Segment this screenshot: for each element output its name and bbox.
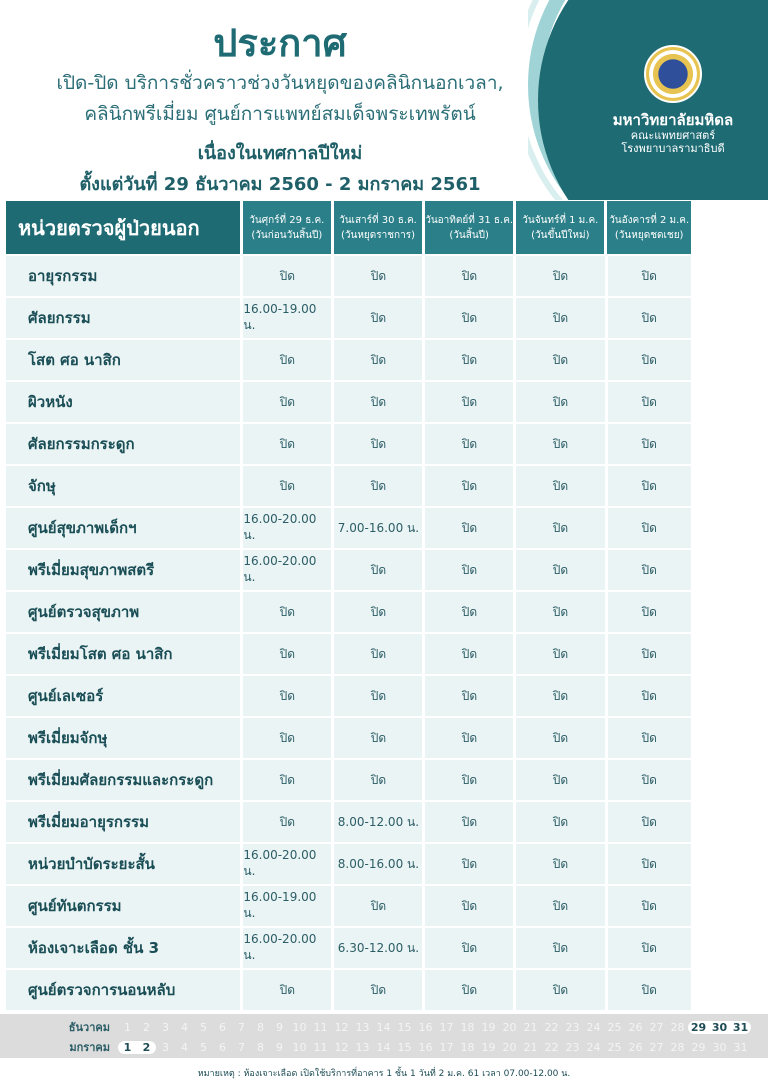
calendar-day: 24 — [586, 1020, 601, 1034]
schedule-cell: 6.30-12.00 น. — [331, 926, 422, 968]
calendar-strip — [0, 1014, 768, 1058]
calendar-day: 8 — [257, 1020, 264, 1034]
calendar-day: 22 — [544, 1040, 559, 1054]
calendar-day: 16 — [418, 1020, 433, 1034]
calendar-day: 9 — [276, 1020, 283, 1034]
table-row — [6, 590, 691, 632]
calendar-month-label: ธันวาคม — [68, 1021, 110, 1034]
calendar-day: 25 — [607, 1020, 622, 1034]
calendar-days — [118, 1021, 751, 1034]
header-day-note: (วันสิ้นปี) — [449, 229, 489, 241]
table-row — [6, 674, 691, 716]
page-title: ประกาศ — [213, 21, 347, 65]
header-day-1 — [240, 201, 331, 254]
calendar-day: 11 — [313, 1040, 328, 1054]
schedule-cell: 8.00-12.00 น. — [331, 800, 422, 842]
calendar-day: 20 — [502, 1040, 517, 1054]
schedule-cell: ปิด — [422, 254, 513, 296]
schedule-cell: ปิด — [605, 674, 692, 716]
subtitle-date-range: ตั้งแต่วันที่ 29 ธันวาคม 2560 - 2 มกราคม 2561 — [79, 174, 481, 195]
schedule-cell: ปิด — [513, 254, 604, 296]
clinic-name: ศูนย์ตรวจการนอนหลับ — [6, 968, 240, 1010]
schedule-cell: ปิด — [513, 590, 604, 632]
calendar-day: 12 — [334, 1040, 349, 1054]
schedule-cell: ปิด — [605, 884, 692, 926]
table-row — [6, 548, 691, 590]
schedule-cell: ปิด — [513, 884, 604, 926]
clinic-name: ผิวหนัง — [6, 380, 240, 422]
schedule-cell: ปิด — [422, 884, 513, 926]
clinic-name: ศัลยกรรม — [6, 296, 240, 338]
table-row — [6, 968, 691, 1010]
schedule-cell: ปิด — [240, 590, 331, 632]
calendar-day: 4 — [181, 1020, 188, 1034]
schedule-cell: 8.00-16.00 น. — [331, 842, 422, 884]
calendar-day: 31 — [730, 1021, 751, 1034]
schedule-cell: ปิด — [513, 380, 604, 422]
schedule-cell: 16.00-20.00 น. — [240, 842, 331, 884]
schedule-cell: ปิด — [513, 926, 604, 968]
calendar-day: 17 — [439, 1020, 454, 1034]
calendar-day: 9 — [276, 1040, 283, 1054]
schedule-cell: ปิด — [331, 884, 422, 926]
calendar-day: 7 — [238, 1020, 245, 1034]
calendar-days — [118, 1041, 751, 1054]
calendar-day: 19 — [481, 1020, 496, 1034]
calendar-day: 13 — [355, 1040, 370, 1054]
calendar-day: 1 — [124, 1020, 131, 1034]
schedule-cell: ปิด — [605, 632, 692, 674]
schedule-cell: ปิด — [240, 674, 331, 716]
calendar-day: 29 — [688, 1021, 709, 1034]
header-day-3 — [422, 201, 513, 254]
schedule-cell: ปิด — [605, 758, 692, 800]
header-day-label: วันจันทร์ที่ 1 ม.ค. — [522, 214, 599, 226]
schedule-cell: ปิด — [240, 464, 331, 506]
calendar-day: 27 — [649, 1040, 664, 1054]
schedule-cell: ปิด — [422, 800, 513, 842]
schedule-cell: ปิด — [240, 632, 331, 674]
schedule-cell: ปิด — [605, 716, 692, 758]
schedule-cell: ปิด — [513, 506, 604, 548]
schedule-cell: ปิด — [422, 296, 513, 338]
schedule-table — [6, 201, 691, 1010]
schedule-cell: ปิด — [513, 338, 604, 380]
table-row — [6, 464, 691, 506]
footer-note: หมายเหตุ : ห้องเจาะเลือด เปิดใช้บริการที่อาคาร 1 ชั้น 1 วันที่ 2 ม.ค. 61 เวลา 07.00-12.00 น. — [197, 1069, 571, 1079]
calendar-day: 17 — [439, 1040, 454, 1054]
calendar-day: 3 — [162, 1020, 169, 1034]
calendar-day: 22 — [544, 1020, 559, 1034]
schedule-cell: ปิด — [422, 506, 513, 548]
calendar-day: 29 — [691, 1040, 706, 1054]
schedule-cell: ปิด — [240, 338, 331, 380]
schedule-cell: ปิด — [513, 632, 604, 674]
calendar-day: 14 — [376, 1020, 391, 1034]
calendar-day: 6 — [219, 1040, 226, 1054]
schedule-cell: ปิด — [605, 380, 692, 422]
schedule-cell: ปิด — [331, 464, 422, 506]
schedule-cell: ปิด — [513, 422, 604, 464]
university-seal-icon — [644, 45, 702, 103]
schedule-cell: ปิด — [240, 254, 331, 296]
calendar-day: 15 — [397, 1040, 412, 1054]
schedule-cell: 16.00-20.00 น. — [240, 548, 331, 590]
schedule-cell: ปิด — [331, 968, 422, 1010]
schedule-cell: ปิด — [513, 548, 604, 590]
subtitle-line-2: คลินิกพรีเมี่ยม ศูนย์การแพทย์สมเด็จพระเทพรัตน์ — [84, 103, 476, 125]
schedule-cell: ปิด — [331, 422, 422, 464]
schedule-cell: ปิด — [422, 926, 513, 968]
schedule-cell: ปิด — [240, 968, 331, 1010]
header-day-note: (วันก่อนวันสิ้นปี) — [251, 229, 323, 241]
schedule-cell: ปิด — [605, 548, 692, 590]
schedule-cell: ปิด — [240, 716, 331, 758]
calendar-day: 5 — [200, 1020, 207, 1034]
schedule-cell: ปิด — [605, 422, 692, 464]
schedule-cell: ปิด — [605, 506, 692, 548]
calendar-day: 28 — [670, 1040, 685, 1054]
table-row — [6, 884, 691, 926]
schedule-cell: ปิด — [422, 674, 513, 716]
header-day-note: (วันหยุดชดเชย) — [614, 229, 684, 241]
schedule-cell: 16.00-20.00 น. — [240, 926, 331, 968]
schedule-cell: ปิด — [331, 338, 422, 380]
table-row — [6, 296, 691, 338]
calendar-day: 25 — [607, 1040, 622, 1054]
schedule-cell: ปิด — [422, 968, 513, 1010]
schedule-cell: ปิด — [605, 842, 692, 884]
clinic-name: พรีเมี่ยมจักษุ — [6, 716, 240, 758]
calendar-day: 18 — [460, 1040, 475, 1054]
clinic-name: ศูนย์ตรวจสุขภาพ — [6, 590, 240, 632]
table-row — [6, 800, 691, 842]
schedule-cell: ปิด — [513, 674, 604, 716]
calendar-day: 2 — [137, 1041, 156, 1054]
calendar-day: 7 — [238, 1040, 245, 1054]
calendar-day: 6 — [219, 1020, 226, 1034]
calendar-day: 5 — [200, 1040, 207, 1054]
table-row — [6, 338, 691, 380]
schedule-cell: ปิด — [605, 968, 692, 1010]
schedule-cell: 16.00-19.00 น. — [240, 296, 331, 338]
calendar-day: 8 — [257, 1040, 264, 1054]
schedule-cell: ปิด — [331, 716, 422, 758]
faculty-name: คณะแพทยศาสตร์ — [630, 129, 716, 142]
schedule-cell: ปิด — [422, 758, 513, 800]
calendar-day: 10 — [292, 1020, 307, 1034]
table-row — [6, 506, 691, 548]
calendar-day: 28 — [670, 1020, 685, 1034]
calendar-day: 13 — [355, 1020, 370, 1034]
header-day-note: (วันหยุดราชการ) — [340, 229, 415, 241]
clinic-name: พรีเมี่ยมสุขภาพสตรี — [6, 548, 240, 590]
schedule-cell: ปิด — [513, 800, 604, 842]
table-row — [6, 254, 691, 296]
schedule-cell: ปิด — [331, 380, 422, 422]
calendar-day: 4 — [181, 1040, 188, 1054]
header-day-note: (วันขึ้นปีใหม่) — [531, 229, 590, 241]
calendar-day: 27 — [649, 1020, 664, 1034]
schedule-cell: ปิด — [513, 758, 604, 800]
header-day-5 — [604, 201, 691, 254]
schedule-cell: ปิด — [331, 758, 422, 800]
table-row — [6, 422, 691, 464]
table-body — [6, 254, 691, 1010]
clinic-name: ศูนย์สุขภาพเด็กฯ — [6, 506, 240, 548]
schedule-cell: ปิด — [422, 632, 513, 674]
schedule-cell: ปิด — [331, 548, 422, 590]
schedule-cell: ปิด — [513, 296, 604, 338]
calendar-day: 26 — [628, 1020, 643, 1034]
calendar-day: 30 — [709, 1021, 730, 1034]
schedule-cell: ปิด — [513, 842, 604, 884]
schedule-cell: ปิด — [240, 800, 331, 842]
schedule-cell: 16.00-20.00 น. — [240, 506, 331, 548]
calendar-month-december — [0, 1017, 768, 1037]
calendar-day: 30 — [712, 1040, 727, 1054]
schedule-cell: ปิด — [605, 926, 692, 968]
table-row — [6, 758, 691, 800]
clinic-name: ศูนย์ทันตกรรม — [6, 884, 240, 926]
calendar-day: 11 — [313, 1020, 328, 1034]
schedule-cell: ปิด — [331, 674, 422, 716]
logo-block — [598, 45, 748, 155]
schedule-cell: ปิด — [513, 716, 604, 758]
header-day-4 — [513, 201, 604, 254]
header-day-label: วันอังคารที่ 2 ม.ค. — [609, 214, 690, 226]
calendar-day: 2 — [143, 1020, 150, 1034]
calendar-day: 20 — [502, 1020, 517, 1034]
schedule-cell: ปิด — [422, 590, 513, 632]
header-day-label: วันเสาร์ที่ 30 ธ.ค. — [339, 214, 417, 226]
table-row — [6, 380, 691, 422]
schedule-cell: ปิด — [422, 548, 513, 590]
schedule-cell: 16.00-19.00 น. — [240, 884, 331, 926]
schedule-cell: ปิด — [240, 758, 331, 800]
schedule-cell: ปิด — [605, 338, 692, 380]
calendar-day: 1 — [118, 1041, 137, 1054]
calendar-day: 24 — [586, 1040, 601, 1054]
schedule-cell: ปิด — [422, 380, 513, 422]
clinic-name: พรีเมี่ยมศัลยกรรมและกระดูก — [6, 758, 240, 800]
calendar-day: 21 — [523, 1020, 538, 1034]
clinic-name: พรีเมี่ยมอายุรกรรม — [6, 800, 240, 842]
clinic-name: ห้องเจาะเลือด ชั้น 3 — [6, 926, 240, 968]
subtitle-line-3: เนื่องในเทศกาลปีใหม่ — [197, 143, 363, 164]
calendar-day: 18 — [460, 1020, 475, 1034]
schedule-cell: ปิด — [605, 296, 692, 338]
calendar-day: 21 — [523, 1040, 538, 1054]
calendar-day: 15 — [397, 1020, 412, 1034]
clinic-name: หน่วยบำบัดระยะสั้น — [6, 842, 240, 884]
subtitle-line-1: เปิด-ปิด บริการชั่วคราวช่วงวันหยุดของคลินิกนอกเวลา, — [56, 72, 504, 94]
schedule-cell: ปิด — [605, 800, 692, 842]
clinic-name: ศูนย์เลเซอร์ — [6, 674, 240, 716]
header-day-label: วันศุกร์ที่ 29 ธ.ค. — [249, 214, 325, 226]
header-day-2 — [331, 201, 422, 254]
schedule-cell: ปิด — [422, 338, 513, 380]
schedule-cell: ปิด — [240, 380, 331, 422]
calendar-day: 23 — [565, 1020, 580, 1034]
calendar-month-january — [0, 1037, 768, 1057]
clinic-name: โสต ศอ นาสิก — [6, 338, 240, 380]
schedule-cell: ปิด — [422, 716, 513, 758]
table-header — [6, 201, 691, 254]
calendar-day: 23 — [565, 1040, 580, 1054]
calendar-day: 3 — [162, 1040, 169, 1054]
header-clinic-column: หน่วยตรวจผู้ป่วยนอก — [6, 201, 240, 254]
schedule-cell: ปิด — [513, 968, 604, 1010]
hospital-name: โรงพยาบาลรามาธิบดี — [621, 142, 725, 155]
schedule-cell: ปิด — [331, 254, 422, 296]
schedule-cell: ปิด — [422, 422, 513, 464]
calendar-day: 31 — [733, 1040, 748, 1054]
calendar-day: 12 — [334, 1020, 349, 1034]
schedule-cell: ปิด — [422, 464, 513, 506]
table-row — [6, 632, 691, 674]
header-day-label: วันอาทิตย์ที่ 31 ธ.ค. — [425, 214, 514, 226]
clinic-name: อายุรกรรม — [6, 254, 240, 296]
schedule-cell: ปิด — [513, 464, 604, 506]
table-row — [6, 716, 691, 758]
table-row — [6, 926, 691, 968]
university-name: มหาวิทยาลัยมหิดล — [612, 111, 734, 129]
clinic-name: จักษุ — [6, 464, 240, 506]
schedule-cell: ปิด — [240, 422, 331, 464]
clinic-name: ศัลยกรรมกระดูก — [6, 422, 240, 464]
calendar-day: 10 — [292, 1040, 307, 1054]
schedule-cell: ปิด — [422, 842, 513, 884]
schedule-cell: ปิด — [605, 464, 692, 506]
calendar-month-label: มกราคม — [69, 1041, 110, 1054]
calendar-day: 16 — [418, 1040, 433, 1054]
calendar-day: 14 — [376, 1040, 391, 1054]
schedule-cell: ปิด — [331, 632, 422, 674]
schedule-cell: ปิด — [605, 254, 692, 296]
schedule-cell: 7.00-16.00 น. — [331, 506, 422, 548]
schedule-cell: ปิด — [331, 296, 422, 338]
calendar-day: 26 — [628, 1040, 643, 1054]
clinic-name: พรีเมี่ยมโสต ศอ นาสิก — [6, 632, 240, 674]
schedule-cell: ปิด — [605, 590, 692, 632]
calendar-day: 19 — [481, 1040, 496, 1054]
table-row — [6, 842, 691, 884]
schedule-cell: ปิด — [331, 590, 422, 632]
